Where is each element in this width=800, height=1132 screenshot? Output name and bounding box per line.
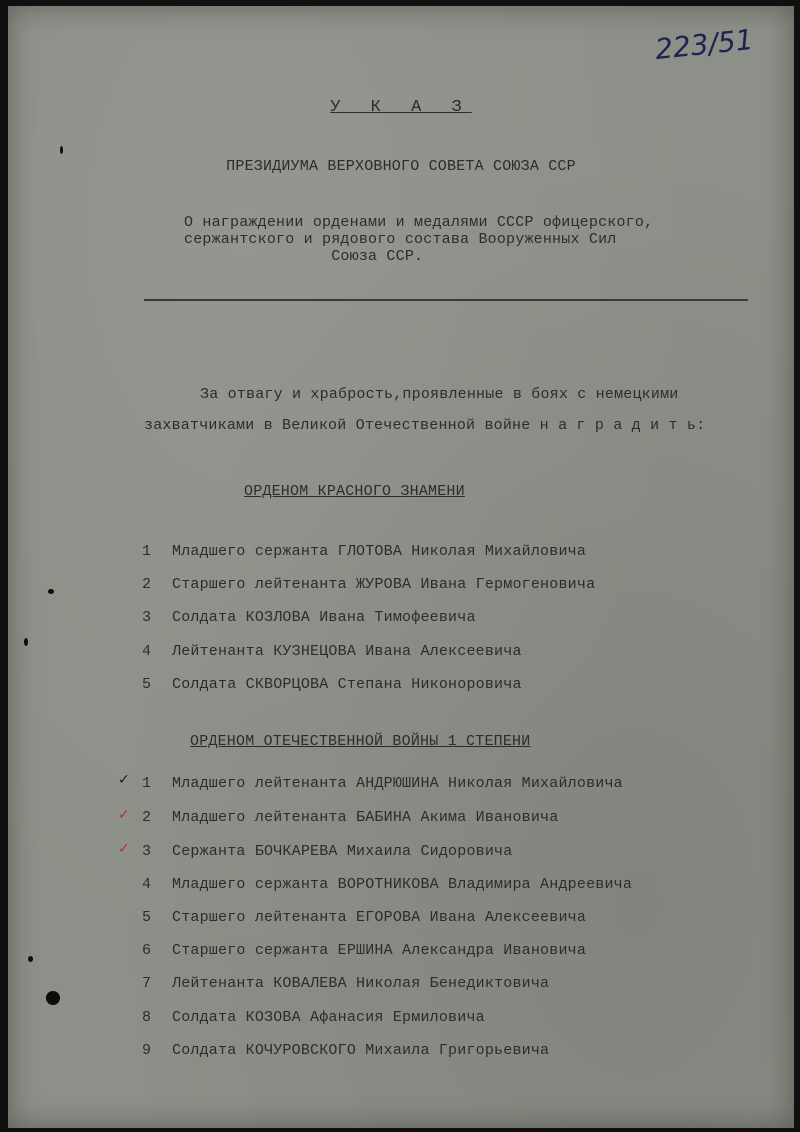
ink-spot — [48, 589, 54, 594]
list-item: Лейтенанта КОВАЛЕВА Николая Бенедиктовича — [172, 975, 550, 992]
entry-number: 4 — [142, 643, 152, 660]
entry-number: 1 — [142, 543, 152, 560]
entry-number: 5 — [142, 909, 152, 926]
list-item: Лейтенанта КУЗНЕЦОВА Ивана Алексеевича — [172, 643, 522, 660]
intro-line-1: За отвагу и храбрость,проявленные в боях с немецкими — [200, 386, 679, 403]
entry-number: 6 — [142, 942, 152, 959]
list-item: Сержанта БОЧКАРЕВА Михаила Сидоровича — [172, 843, 513, 860]
list-item: Младшего лейтенанта АНДРЮШИНА Николая Михайловича — [172, 775, 623, 792]
check-mark-icon: ✓ — [118, 772, 130, 788]
punch-hole — [46, 991, 60, 1005]
list-item: Солдата СКВОРЦОВА Степана Никоноровича — [172, 676, 522, 693]
ink-spot — [60, 146, 63, 154]
tick-mark-icon: ✓ — [118, 807, 130, 823]
entry-number: 5 — [142, 676, 152, 693]
entry-number: 8 — [142, 1009, 152, 1026]
list-item: Старшего лейтенанта ЕГОРОВА Ивана Алексеевича — [172, 909, 587, 926]
decree-description: О награждении орденами и медалями СССР офицерского, сержантского и рядового состава Вооруженных Сил Союза ССР. — [184, 214, 654, 265]
divider-line — [144, 299, 748, 301]
list-item: Солдата КОЧУРОВСКОГО Михаила Григорьевича — [172, 1042, 550, 1059]
list-item: Старшего лейтенанта ЖУРОВА Ивана Гермогеновича — [172, 576, 596, 593]
ink-spot — [28, 956, 33, 962]
list-item: Солдата КОЗОВА Афанасия Ермиловича — [172, 1009, 485, 1026]
entry-number: 9 — [142, 1042, 152, 1059]
entry-number: 2 — [142, 809, 152, 826]
list-item: Младшего сержанта ВОРОТНИКОВА Владимира Андреевича — [172, 876, 633, 893]
list-item: Младшего лейтенанта БАБИНА Акима Ивановича — [172, 809, 559, 826]
archive-number: 223/51 — [654, 22, 756, 67]
entry-number: 3 — [142, 609, 152, 626]
document-page — [8, 6, 794, 1128]
entry-number: 1 — [142, 775, 152, 792]
ink-spot — [24, 638, 28, 646]
intro-line-2: захватчиками в Великой Отечественной войне н а г р а д и т ь: — [144, 417, 706, 434]
list-item: Младшего сержанта ГЛОТОВА Николая Михайловича — [172, 543, 587, 560]
entry-number: 2 — [142, 576, 152, 593]
entry-number: 3 — [142, 843, 152, 860]
section-heading-red-banner: ОРДЕНОМ КРАСНОГО ЗНАМЕНИ — [244, 483, 465, 500]
entry-number: 4 — [142, 876, 152, 893]
list-item: Старшего сержанта ЕРШИНА Александра Ивановича — [172, 942, 587, 959]
list-item: Солдата КОЗЛОВА Ивана Тимофеевича — [172, 609, 476, 626]
tick-mark-icon: ✓ — [118, 841, 130, 857]
section-heading-patriotic-war: ОРДЕНОМ ОТЕЧЕСТВЕННОЙ ВОЙНЫ 1 СТЕПЕНИ — [190, 733, 531, 750]
decree-title: У К А З — [330, 98, 472, 117]
entry-number: 7 — [142, 975, 152, 992]
decree-subtitle: ПРЕЗИДИУМА ВЕРХОВНОГО СОВЕТА СОЮЗА ССР — [226, 158, 576, 175]
